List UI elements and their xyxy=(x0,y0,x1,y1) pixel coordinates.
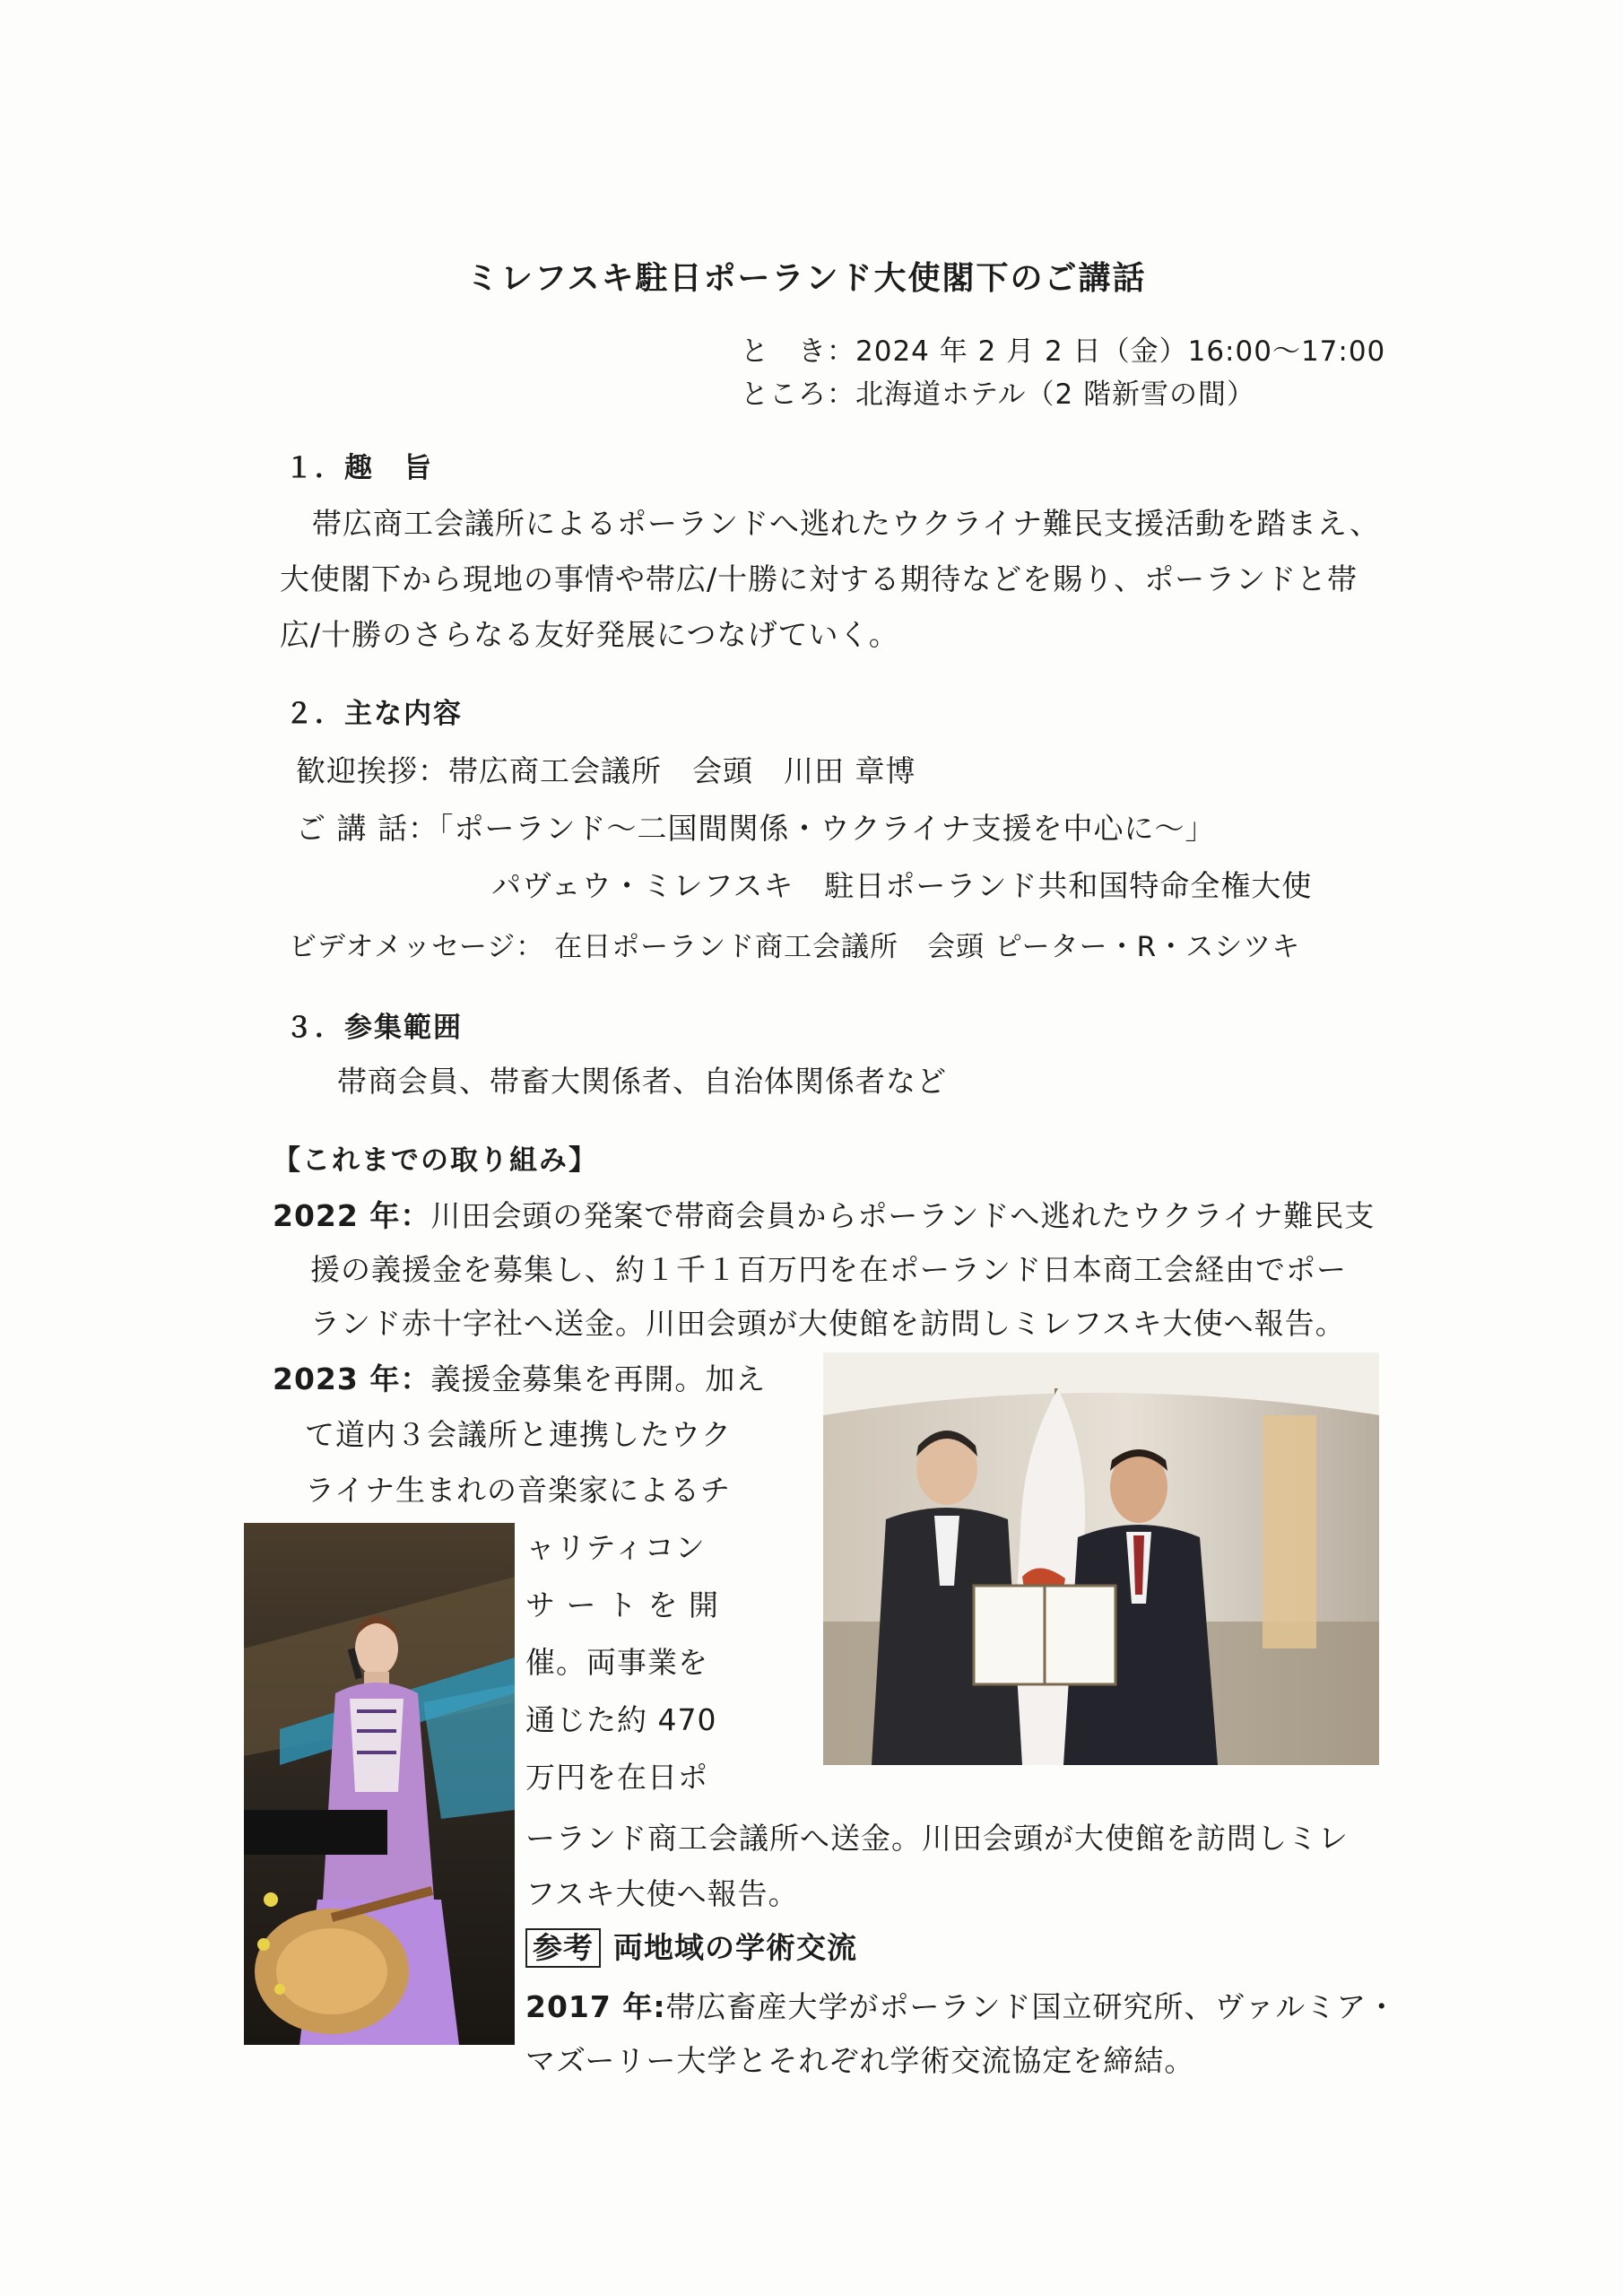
reference-line: マズーリー大学とそれぞれ学術交流協定を締結。 xyxy=(525,2043,1195,2078)
effort-2022-line: 援の義援金を募集し、約１千１百万円を在ポーランド日本商工会経由でポー xyxy=(310,1252,1347,1287)
reference-heading xyxy=(525,1925,857,1968)
reference-tag: 参考 xyxy=(525,1928,601,1968)
section-3-heading: ３．参集範囲 xyxy=(285,1012,463,1044)
place-label: ところ： xyxy=(741,378,855,411)
lecturer: パヴェウ・ミレフスキ 駐日ポーランド共和国特命全権大使 xyxy=(491,868,1313,903)
reference-title: 両地域の学術交流 xyxy=(613,1930,857,1965)
attendees: 帯商会員、帯畜大関係者、自治体関係者など xyxy=(337,1064,947,1099)
year-2023: 2023 年： xyxy=(273,1361,431,1396)
effort-2023-line: ャリティコン xyxy=(525,1530,706,1565)
page-title: ミレフスキ駐日ポーランド大使閣下のご講話 xyxy=(466,260,1147,297)
reference-line xyxy=(525,1984,1397,2026)
concert-image xyxy=(244,1523,515,2045)
effort-2022-line xyxy=(273,1193,1375,1235)
year-2022: 2022 年： xyxy=(273,1198,431,1233)
photo-concert xyxy=(244,1523,515,2045)
effort-2023-first: 義援金募集を再開。加え xyxy=(430,1361,767,1396)
section-1-line: 帯広商工会議所によるポーランドへ逃れたウクライナ難民支援活動を踏まえ、 xyxy=(312,506,1380,541)
place-value: 北海道ホテル（2 階新雪の間） xyxy=(855,378,1256,411)
video-message: ビデオメッセージ： 在日ポーランド商工会議所 会頭 ピーター・R・スシツキ xyxy=(289,931,1301,963)
time-value: 2024 年 2 月 2 日（金）16:00～17:00 xyxy=(855,335,1386,368)
section-1-heading: １．趣 旨 xyxy=(285,452,433,484)
effort-2023-line: て道内３会議所と連携したウク xyxy=(305,1417,732,1452)
time-label: と き： xyxy=(741,335,855,368)
lecture-title: ご 講 話：「ポーランド～二国間関係・ウクライナ支援を中心に～」 xyxy=(296,811,1216,846)
effort-2023-line: 通じた約 470 xyxy=(525,1702,717,1737)
section-1-line: 広/十勝のさらなる友好発展につなげていく。 xyxy=(280,617,899,652)
effort-2023-line: ライナ生まれの音楽家によるチ xyxy=(305,1473,732,1508)
event-place xyxy=(741,371,1255,412)
efforts-heading: 【これまでの取り組み】 xyxy=(273,1144,598,1177)
effort-2023-line: フスキ大使へ報告。 xyxy=(525,1876,799,1911)
effort-2023-line xyxy=(273,1356,766,1398)
photo-meeting xyxy=(823,1352,1379,1765)
effort-2022-text: 川田会頭の発案で帯商会員からポーランドへ逃れたウクライナ難民支 xyxy=(430,1198,1376,1233)
section-2-heading: ２．主な内容 xyxy=(285,698,463,730)
effort-2023-line: ーランド商工会議所へ送金。川田会頭が大使館を訪問しミレ xyxy=(525,1821,1349,1856)
reference-text: 帯広畜産大学がポーランド国立研究所、ヴァルミア・ xyxy=(665,1989,1398,2024)
effort-2022-line: ランド赤十字社へ送金。川田会頭が大使館を訪問しミレフスキ大使へ報告。 xyxy=(310,1306,1346,1341)
event-time xyxy=(741,328,1385,369)
welcome-speech: 歓迎挨拶：帯広商工会議所 会頭 川田 章博 xyxy=(296,753,916,788)
meeting-image xyxy=(823,1352,1379,1765)
effort-2023-line: 万円を在日ポ xyxy=(525,1760,708,1795)
section-1-line: 大使閣下から現地の事情や帯広/十勝に対する期待などを賜り、ポーランドと帯 xyxy=(280,561,1358,596)
effort-2023-line: 催。両事業を xyxy=(525,1645,708,1680)
reference-year: 2017 年: xyxy=(525,1989,666,2024)
effort-2023-line: サ ー ト を 開 xyxy=(525,1587,719,1622)
